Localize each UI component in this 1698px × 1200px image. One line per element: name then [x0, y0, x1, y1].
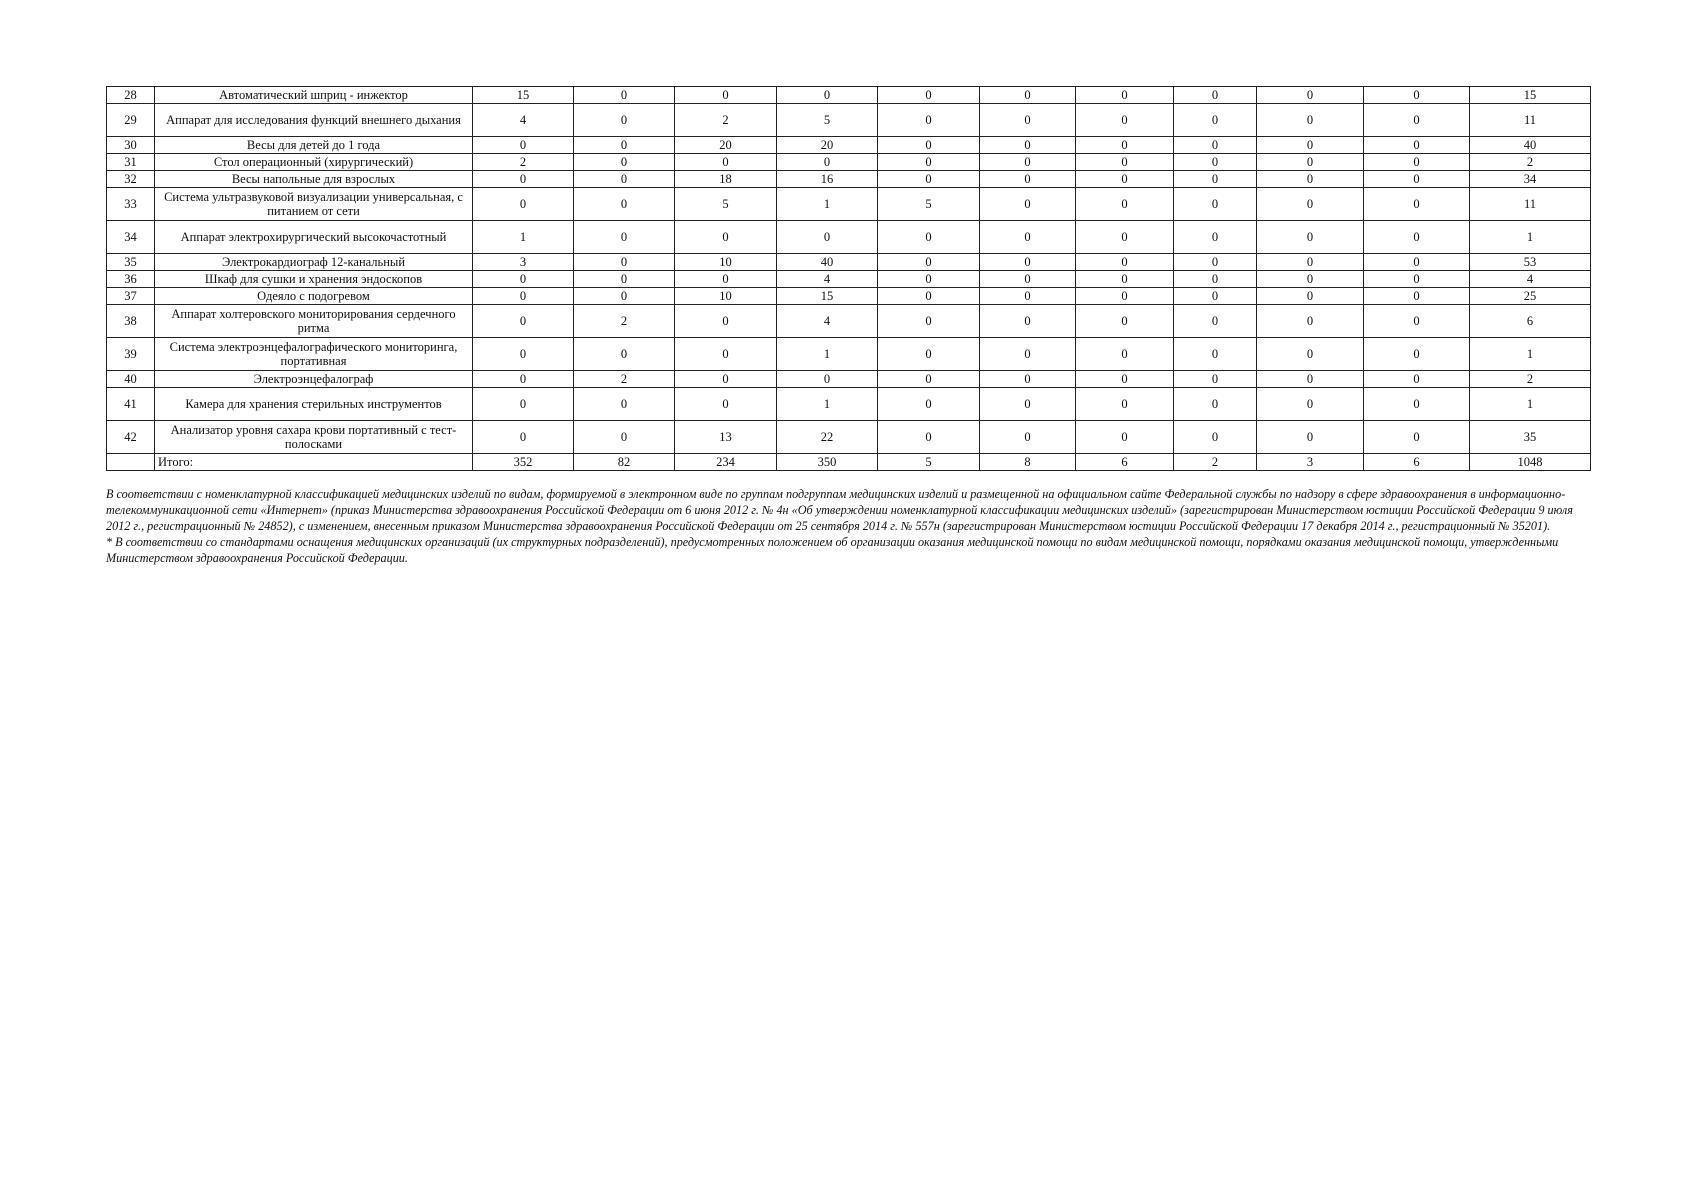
row-number: 32	[107, 171, 155, 188]
table-row	[107, 271, 1591, 288]
quantity-cell: 0	[574, 221, 675, 254]
quantity-cell: 0	[473, 305, 574, 338]
quantity-cell: 0	[1257, 221, 1364, 254]
quantity-cell: 0	[675, 305, 777, 338]
quantity-cell: 0	[980, 221, 1076, 254]
quantity-cell: 10	[675, 254, 777, 271]
quantity-cell: 0	[1257, 305, 1364, 338]
quantity-cell: 0	[574, 271, 675, 288]
quantity-cell: 0	[1257, 371, 1364, 388]
quantity-cell: 0	[1174, 254, 1257, 271]
grand-total: 1048	[1470, 454, 1591, 471]
quantity-cell: 0	[1364, 271, 1470, 288]
quantity-cell: 4	[473, 104, 574, 137]
quantity-cell: 0	[878, 371, 980, 388]
quantity-cell: 0	[574, 254, 675, 271]
quantity-cell: 0	[980, 188, 1076, 221]
quantity-cell: 0	[980, 87, 1076, 104]
quantity-cell: 0	[1257, 104, 1364, 137]
quantity-cell: 0	[574, 137, 675, 154]
quantity-cell: 0	[1174, 221, 1257, 254]
quantity-cell: 0	[1257, 388, 1364, 421]
quantity-cell: 0	[473, 388, 574, 421]
device-name: Система ультразвуковой визуализации универсальная, с питанием от сети	[155, 188, 473, 221]
quantity-cell: 0	[675, 221, 777, 254]
total-cell: 8	[980, 454, 1076, 471]
quantity-cell: 0	[1174, 137, 1257, 154]
row-total: 34	[1470, 171, 1591, 188]
row-total: 1	[1470, 338, 1591, 371]
device-name: Электрокардиограф 12-канальный	[155, 254, 473, 271]
table-row	[107, 421, 1591, 454]
quantity-cell: 0	[1174, 305, 1257, 338]
row-total: 1	[1470, 388, 1591, 421]
row-total: 4	[1470, 271, 1591, 288]
total-cell: 82	[574, 454, 675, 471]
quantity-cell: 0	[473, 188, 574, 221]
quantity-cell: 0	[1364, 254, 1470, 271]
quantity-cell: 0	[878, 154, 980, 171]
quantity-cell: 10	[675, 288, 777, 305]
quantity-cell: 0	[473, 338, 574, 371]
quantity-cell: 0	[675, 271, 777, 288]
quantity-cell: 0	[777, 87, 878, 104]
device-name: Анализатор уровня сахара крови портативный с тест-полосками	[155, 421, 473, 454]
quantity-cell: 0	[878, 338, 980, 371]
row-number: 33	[107, 188, 155, 221]
quantity-cell: 0	[1174, 421, 1257, 454]
quantity-cell: 0	[1364, 87, 1470, 104]
quantity-cell: 0	[878, 221, 980, 254]
row-total: 53	[1470, 254, 1591, 271]
quantity-cell: 0	[878, 87, 980, 104]
document-page	[106, 86, 1590, 566]
table-row	[107, 87, 1591, 104]
device-name: Камера для хранения стерильных инструментов	[155, 388, 473, 421]
quantity-cell: 0	[473, 271, 574, 288]
table-row	[107, 188, 1591, 221]
total-cell: 352	[473, 454, 574, 471]
quantity-cell: 0	[574, 104, 675, 137]
quantity-cell: 0	[1174, 188, 1257, 221]
row-total: 11	[1470, 104, 1591, 137]
row-total: 25	[1470, 288, 1591, 305]
device-name: Одеяло с подогревом	[155, 288, 473, 305]
quantity-cell: 0	[675, 338, 777, 371]
total-cell: 6	[1364, 454, 1470, 471]
quantity-cell: 0	[1364, 154, 1470, 171]
quantity-cell: 0	[675, 87, 777, 104]
quantity-cell: 0	[1076, 271, 1174, 288]
quantity-cell: 2	[675, 104, 777, 137]
quantity-cell: 13	[675, 421, 777, 454]
table-row	[107, 221, 1591, 254]
row-number: 41	[107, 388, 155, 421]
quantity-cell: 0	[1174, 104, 1257, 137]
quantity-cell: 22	[777, 421, 878, 454]
quantity-cell: 1	[777, 188, 878, 221]
quantity-cell: 0	[574, 171, 675, 188]
device-name: Стол операционный (хирургический)	[155, 154, 473, 171]
device-name: Система электроэнцефалографического мониторинга, портативная	[155, 338, 473, 371]
quantity-cell: 0	[1257, 171, 1364, 188]
quantity-cell: 0	[574, 388, 675, 421]
table-row	[107, 137, 1591, 154]
table-row	[107, 371, 1591, 388]
footnotes	[106, 486, 1590, 566]
device-name: Аппарат для исследования функций внешнего дыхания	[155, 104, 473, 137]
row-total: 2	[1470, 371, 1591, 388]
quantity-cell: 0	[1364, 288, 1470, 305]
row-number: 30	[107, 137, 155, 154]
quantity-cell: 0	[878, 421, 980, 454]
quantity-cell: 0	[980, 305, 1076, 338]
quantity-cell: 0	[1257, 87, 1364, 104]
quantity-cell: 0	[1364, 388, 1470, 421]
quantity-cell: 0	[1174, 388, 1257, 421]
device-name: Весы напольные для взрослых	[155, 171, 473, 188]
quantity-cell: 2	[574, 371, 675, 388]
quantity-cell: 0	[1257, 188, 1364, 221]
footnote-standards: * В соответствии со стандартами оснащения медицинских организаций (их структурных подразделений), предусмотренных положением об организации оказания медицинской помощи по видам медицинской помощи, порядками оказания медицинской помощи, утвержденными Министерством здравоохранения Российской Федерации.	[106, 535, 1559, 565]
quantity-cell: 0	[1076, 254, 1174, 271]
quantity-cell: 0	[1174, 338, 1257, 371]
quantity-cell: 0	[1257, 271, 1364, 288]
table-row	[107, 288, 1591, 305]
quantity-cell: 2	[574, 305, 675, 338]
quantity-cell: 0	[574, 288, 675, 305]
device-name: Шкаф для сушки и хранения эндоскопов	[155, 271, 473, 288]
row-total: 6	[1470, 305, 1591, 338]
row-number: 37	[107, 288, 155, 305]
quantity-cell: 0	[1076, 154, 1174, 171]
quantity-cell: 0	[980, 171, 1076, 188]
device-name: Весы для детей до 1 года	[155, 137, 473, 154]
quantity-cell: 18	[675, 171, 777, 188]
quantity-cell: 0	[878, 171, 980, 188]
quantity-cell: 0	[980, 388, 1076, 421]
total-cell: 5	[878, 454, 980, 471]
quantity-cell: 0	[1076, 388, 1174, 421]
quantity-cell: 0	[1364, 137, 1470, 154]
quantity-cell: 0	[675, 154, 777, 171]
device-name: Аппарат холтеровского мониторирования сердечного ритма	[155, 305, 473, 338]
quantity-cell: 0	[1364, 188, 1470, 221]
quantity-cell: 0	[878, 137, 980, 154]
table-row	[107, 305, 1591, 338]
footnote-classification: В соответствии с номенклатурной классификацией медицинских изделий по видам, формируемой в электронном виде по группам подгруппам медицинских изделий и размещенной на официальном сайте Федеральной службы по надзору в сфере здравоохранения в информационно-телекоммуникационной сети «Интернет» (приказ Министерства здравоохранения Российской Федерации от 6 июня 2012 г. № 4н «Об утверждении номенклатурной классификации медицинских изделий» (зарегистрирован Министерством юстиции Российской Федерации 9 июля 2012 г., регистрационный № 24852), с изменением, внесенным приказом Министерства здравоохранения Российской Федерации от 25 сентября 2014 г. № 557н (зарегистрирован Министерством юстиции Российской Федерации 17 декабря 2014 г., регистрационный № 35201).	[106, 487, 1573, 533]
quantity-cell: 0	[1257, 137, 1364, 154]
quantity-cell: 0	[574, 338, 675, 371]
total-cell: 2	[1174, 454, 1257, 471]
row-total: 2	[1470, 154, 1591, 171]
quantity-cell: 0	[1076, 104, 1174, 137]
quantity-cell: 0	[980, 154, 1076, 171]
quantity-cell: 0	[574, 154, 675, 171]
row-total: 11	[1470, 188, 1591, 221]
quantity-cell: 1	[473, 221, 574, 254]
quantity-cell: 0	[574, 421, 675, 454]
quantity-cell: 3	[473, 254, 574, 271]
device-name: Электроэнцефалограф	[155, 371, 473, 388]
quantity-cell: 0	[473, 137, 574, 154]
quantity-cell: 0	[1364, 421, 1470, 454]
quantity-cell: 0	[980, 421, 1076, 454]
row-number: 35	[107, 254, 155, 271]
quantity-cell: 0	[1364, 171, 1470, 188]
row-number: 31	[107, 154, 155, 171]
quantity-cell: 0	[1364, 221, 1470, 254]
quantity-cell: 0	[1364, 305, 1470, 338]
quantity-cell: 15	[473, 87, 574, 104]
row-number: 39	[107, 338, 155, 371]
quantity-cell: 0	[1174, 87, 1257, 104]
quantity-cell: 0	[1076, 137, 1174, 154]
total-label: Итого:	[155, 454, 473, 471]
quantity-cell: 1	[777, 388, 878, 421]
quantity-cell: 16	[777, 171, 878, 188]
quantity-cell: 0	[1174, 171, 1257, 188]
quantity-cell: 2	[473, 154, 574, 171]
row-number: 36	[107, 271, 155, 288]
total-cell: 350	[777, 454, 878, 471]
table-row	[107, 254, 1591, 271]
quantity-cell: 0	[878, 254, 980, 271]
quantity-cell: 0	[980, 254, 1076, 271]
row-number: 42	[107, 421, 155, 454]
quantity-cell: 0	[777, 221, 878, 254]
quantity-cell: 4	[777, 305, 878, 338]
quantity-cell: 0	[1257, 288, 1364, 305]
quantity-cell: 0	[1364, 338, 1470, 371]
total-row-number	[107, 454, 155, 471]
total-cell: 6	[1076, 454, 1174, 471]
quantity-cell: 0	[878, 388, 980, 421]
quantity-cell: 0	[1257, 254, 1364, 271]
row-total: 15	[1470, 87, 1591, 104]
quantity-cell: 0	[1174, 271, 1257, 288]
quantity-cell: 20	[777, 137, 878, 154]
row-total: 40	[1470, 137, 1591, 154]
quantity-cell: 5	[675, 188, 777, 221]
quantity-cell: 0	[574, 188, 675, 221]
quantity-cell: 5	[878, 188, 980, 221]
quantity-cell: 0	[1257, 421, 1364, 454]
quantity-cell: 0	[878, 305, 980, 338]
table-row	[107, 338, 1591, 371]
quantity-cell: 1	[777, 338, 878, 371]
row-number: 28	[107, 87, 155, 104]
quantity-cell: 0	[473, 288, 574, 305]
quantity-cell: 0	[878, 288, 980, 305]
equipment-table	[106, 86, 1591, 471]
quantity-cell: 40	[777, 254, 878, 271]
quantity-cell: 15	[777, 288, 878, 305]
quantity-cell: 0	[1076, 421, 1174, 454]
table-body	[107, 87, 1591, 471]
quantity-cell: 0	[1076, 338, 1174, 371]
quantity-cell: 0	[675, 388, 777, 421]
row-number: 29	[107, 104, 155, 137]
device-name: Аппарат электрохирургический высокочастотный	[155, 221, 473, 254]
quantity-cell: 0	[1076, 188, 1174, 221]
quantity-cell: 0	[980, 137, 1076, 154]
quantity-cell: 0	[980, 104, 1076, 137]
quantity-cell: 20	[675, 137, 777, 154]
quantity-cell: 0	[473, 421, 574, 454]
quantity-cell: 0	[1174, 288, 1257, 305]
quantity-cell: 0	[777, 154, 878, 171]
quantity-cell: 0	[1076, 87, 1174, 104]
row-number: 40	[107, 371, 155, 388]
quantity-cell: 0	[1076, 371, 1174, 388]
quantity-cell: 0	[777, 371, 878, 388]
quantity-cell: 0	[1174, 371, 1257, 388]
quantity-cell: 0	[574, 87, 675, 104]
quantity-cell: 0	[1076, 305, 1174, 338]
table-row	[107, 104, 1591, 137]
quantity-cell: 5	[777, 104, 878, 137]
quantity-cell: 0	[980, 338, 1076, 371]
quantity-cell: 0	[980, 271, 1076, 288]
quantity-cell: 0	[473, 171, 574, 188]
quantity-cell: 0	[980, 371, 1076, 388]
row-total: 35	[1470, 421, 1591, 454]
total-row	[107, 454, 1591, 471]
quantity-cell: 0	[1257, 154, 1364, 171]
quantity-cell: 0	[878, 104, 980, 137]
quantity-cell: 0	[473, 371, 574, 388]
table-row	[107, 154, 1591, 171]
quantity-cell: 0	[1257, 338, 1364, 371]
quantity-cell: 0	[1076, 171, 1174, 188]
quantity-cell: 0	[878, 271, 980, 288]
quantity-cell: 0	[980, 288, 1076, 305]
quantity-cell: 0	[675, 371, 777, 388]
total-cell: 234	[675, 454, 777, 471]
quantity-cell: 0	[1076, 288, 1174, 305]
row-number: 34	[107, 221, 155, 254]
table-row	[107, 388, 1591, 421]
device-name: Автоматический шприц - инжектор	[155, 87, 473, 104]
quantity-cell: 0	[1364, 104, 1470, 137]
table-row	[107, 171, 1591, 188]
row-total: 1	[1470, 221, 1591, 254]
total-cell: 3	[1257, 454, 1364, 471]
quantity-cell: 4	[777, 271, 878, 288]
quantity-cell: 0	[1174, 154, 1257, 171]
row-number: 38	[107, 305, 155, 338]
quantity-cell: 0	[1364, 371, 1470, 388]
quantity-cell: 0	[1076, 221, 1174, 254]
